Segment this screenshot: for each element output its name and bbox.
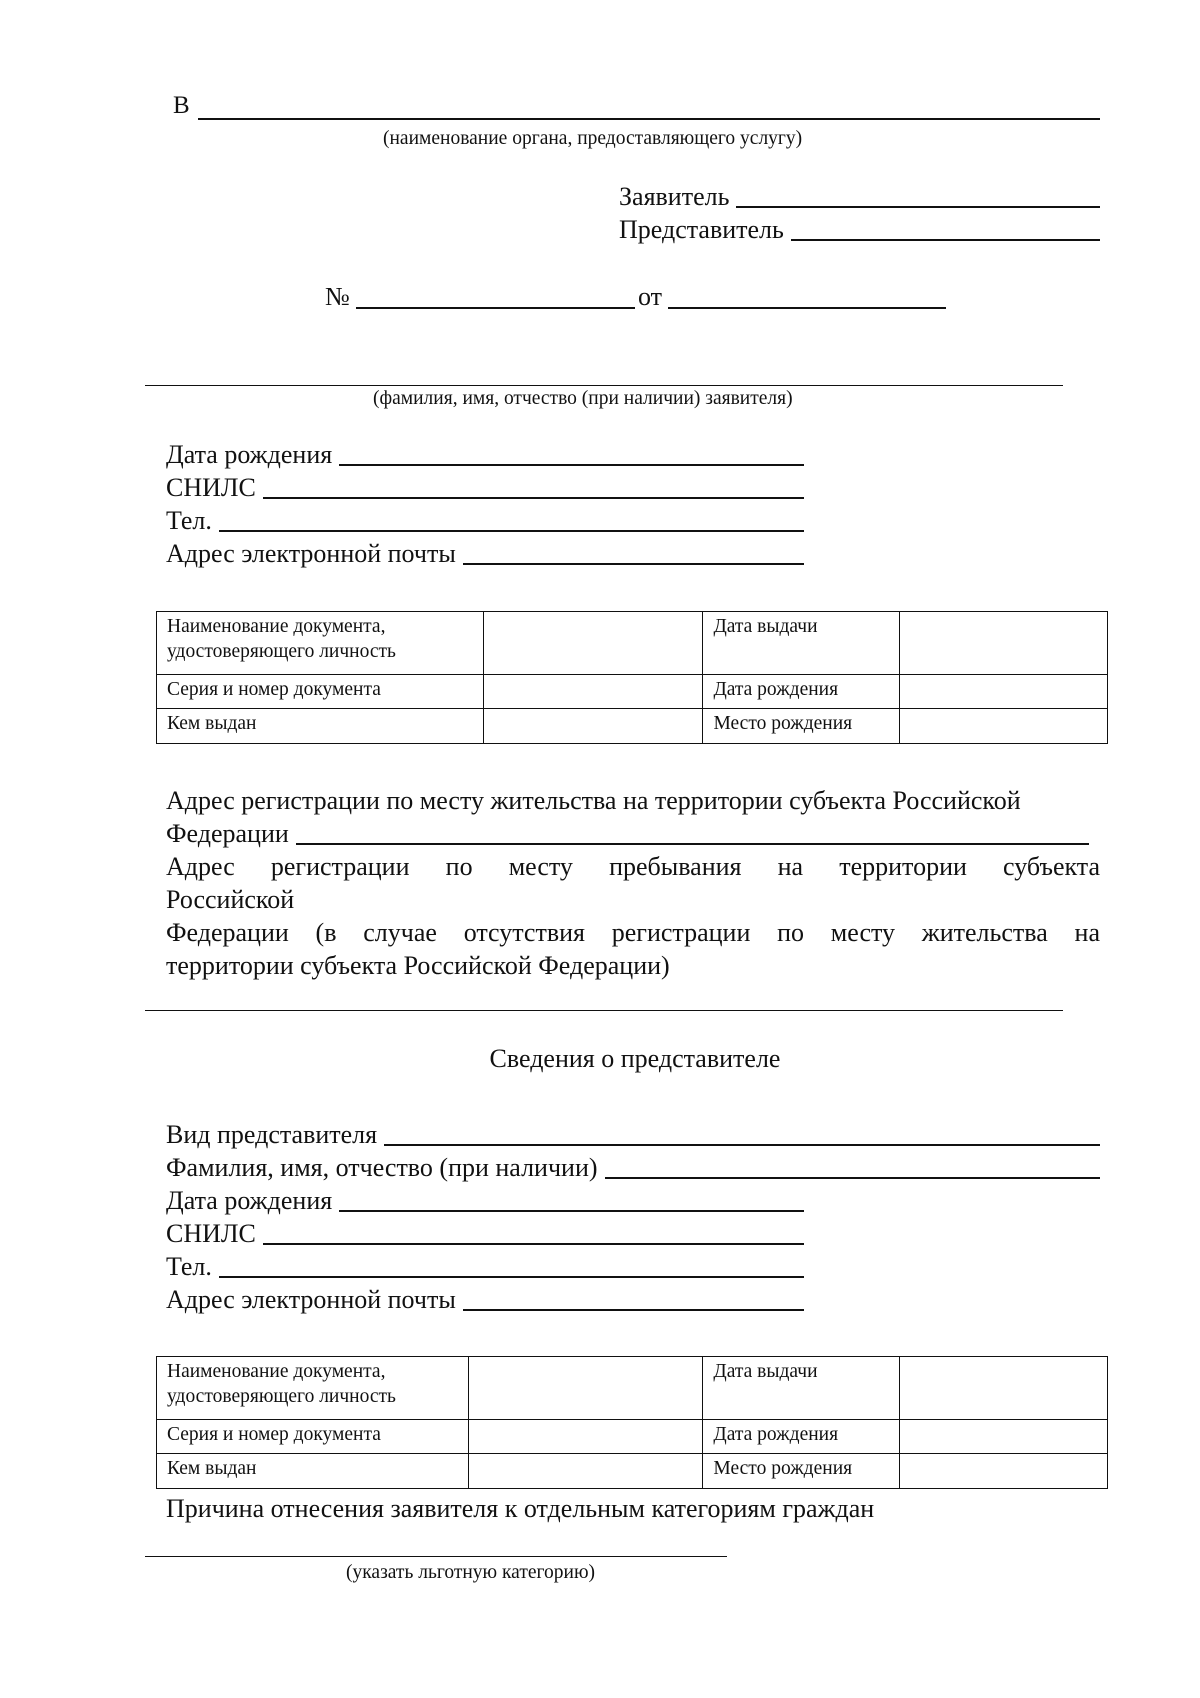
rep-fio-field[interactable]: [166, 1151, 1100, 1184]
email-label: Адрес электронной почты: [166, 539, 456, 568]
issued-by-value[interactable]: [483, 709, 703, 744]
reg-address-line2: Федерации: [166, 819, 289, 848]
section-title: Сведения о представителе: [489, 1044, 781, 1073]
rep-series-number-value[interactable]: [468, 1420, 703, 1454]
rep-issue-date-label: Дата выдачи: [703, 1357, 900, 1420]
stay-address-line3: Федерации (в случае отсутствия регистрации по месту жительства на: [166, 918, 1100, 947]
rep-birth-place-value[interactable]: [900, 1454, 1108, 1489]
rep-birth-date-field[interactable]: [166, 1184, 804, 1217]
birth-date-label: Дата рождения: [166, 440, 333, 469]
org-name-field[interactable]: [198, 118, 1100, 120]
table-row: [157, 1420, 1108, 1454]
issue-date-label: Дата выдачи: [703, 612, 900, 675]
category-field[interactable]: [145, 1556, 727, 1557]
issued-by-label: Кем выдан: [157, 709, 484, 744]
org-caption: (наименование органа, предоставляющего услугу): [383, 128, 803, 149]
doc-name-value[interactable]: [483, 612, 703, 675]
fio-caption: (фамилия, имя, отчество (при наличии) заявителя): [373, 388, 793, 409]
applicant-phone-field[interactable]: [166, 504, 804, 537]
rep-doc-name-label: Наименование документа, удостоверяющего личность: [157, 1357, 469, 1420]
doc-name-label: Наименование документа, удостоверяющего личность: [157, 612, 484, 675]
number-field[interactable]: [356, 307, 635, 309]
table-row: [157, 709, 1108, 744]
to-prefix: В: [173, 92, 190, 119]
phone-label: Тел.: [166, 506, 212, 535]
representative-field[interactable]: [619, 213, 1100, 246]
table-row: [157, 1357, 1108, 1420]
stay-address-line2: Российской: [166, 885, 295, 914]
rep-birth-date-cell-label: Дата рождения: [703, 1420, 900, 1454]
applicant-field[interactable]: [619, 180, 1100, 213]
date-field[interactable]: [668, 307, 946, 309]
rep-doc-name-value[interactable]: [468, 1357, 703, 1420]
stay-address-line4: территории субъекта Российской Федерации): [166, 951, 670, 980]
applicant-email-field[interactable]: [166, 537, 804, 570]
issue-date-value[interactable]: [900, 612, 1108, 675]
stay-address-line1: Адрес регистрации по месту пребывания на территории субъекта: [166, 852, 1100, 881]
number-sign: №: [325, 282, 350, 311]
rep-email-label: Адрес электронной почты: [166, 1285, 456, 1314]
rep-fio-label: Фамилия, имя, отчество (при наличии): [166, 1153, 598, 1182]
rep-email-field[interactable]: [166, 1283, 804, 1316]
rep-birth-date-label: Дата рождения: [166, 1186, 333, 1215]
rep-issued-by-label: Кем выдан: [157, 1454, 469, 1489]
rep-series-number-label: Серия и номер документа: [157, 1420, 469, 1454]
birth-date-cell-label: Дата рождения: [703, 675, 900, 709]
series-number-value[interactable]: [483, 675, 703, 709]
representative-label: Представитель: [619, 215, 784, 244]
category-reason-label: Причина отнесения заявителя к отдельным категориям граждан: [166, 1494, 875, 1523]
birth-date-value[interactable]: [900, 675, 1108, 709]
table-row: [157, 612, 1108, 675]
series-number-label: Серия и номер документа: [157, 675, 484, 709]
birth-place-value[interactable]: [900, 709, 1108, 744]
birth-place-label: Место рождения: [703, 709, 900, 744]
category-caption: (указать льготную категорию): [346, 1562, 596, 1583]
rep-birth-place-label: Место рождения: [703, 1454, 900, 1489]
rep-phone-field[interactable]: [166, 1250, 804, 1283]
rep-issued-by-value[interactable]: [468, 1454, 703, 1489]
address-block: [166, 784, 1100, 982]
from-label: от: [638, 282, 663, 311]
applicant-fio-field[interactable]: [145, 385, 1063, 386]
rep-type-field[interactable]: [166, 1118, 1100, 1151]
table-row: [157, 675, 1108, 709]
applicant-doc-table: [156, 611, 1108, 744]
rep-birth-date-value[interactable]: [900, 1420, 1108, 1454]
applicant-label: Заявитель: [619, 182, 730, 211]
rep-issue-date-value[interactable]: [900, 1357, 1108, 1420]
snils-label: СНИЛС: [166, 473, 256, 502]
table-row: [157, 1454, 1108, 1489]
applicant-snils-field[interactable]: [166, 471, 804, 504]
rep-doc-table: [156, 1356, 1108, 1489]
rep-phone-label: Тел.: [166, 1252, 212, 1281]
rep-snils-field[interactable]: [166, 1217, 804, 1250]
rep-type-label: Вид представителя: [166, 1120, 378, 1149]
applicant-birth-date-field[interactable]: [166, 438, 804, 471]
stay-address-field[interactable]: [145, 1010, 1063, 1011]
reg-address-line1: Адрес регистрации по месту жительства на территории субъекта Российской: [166, 786, 1021, 815]
rep-snils-label: СНИЛС: [166, 1219, 256, 1248]
reg-address-field[interactable]: [166, 817, 1100, 850]
